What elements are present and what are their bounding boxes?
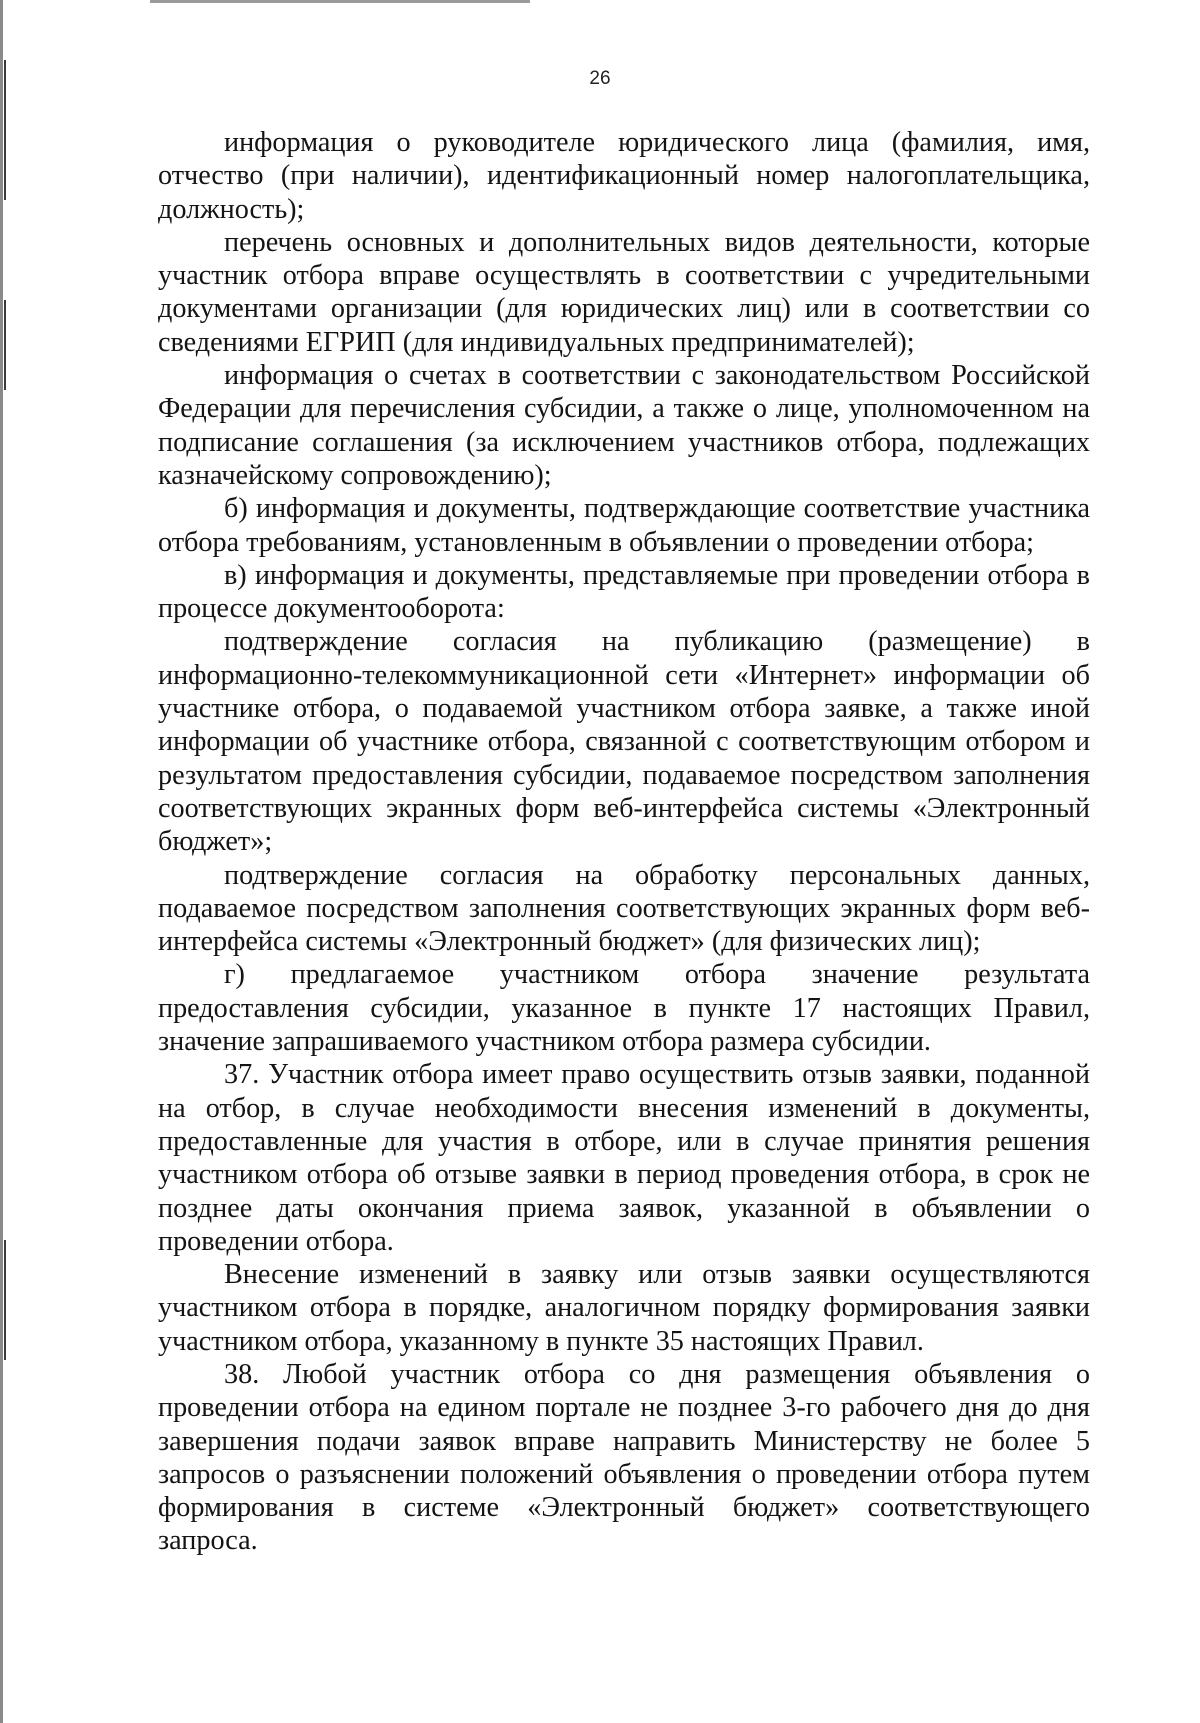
paragraph-head-info: информация о руководителе юридического лица (фамилия, имя, отчество (при наличии), идентификационный номер налогоплательщика, должность); xyxy=(158,127,1090,225)
scan-edge xyxy=(0,0,3,1723)
paragraph-amendments: Внесение изменений в заявку или отзыв заявки осуществляются участником отбора в порядке, аналогичном порядку формирования заявки участником отбора, указанному в пункте 35 настоящих Правил. xyxy=(158,1259,1090,1357)
document-body xyxy=(158,126,1090,1558)
scan-mark xyxy=(150,0,530,3)
paragraph-item-b: б) информация и документы, подтверждающие соответствие участника отбора требованиям, установленным в объявлении о проведении отбора; xyxy=(158,493,1090,558)
paragraph-item-g: г) предлагаемое участником отбора значение результата предоставления субсидии, указанное в пункте 17 настоящих Правил, значение запрашиваемого участником отбора размера субсидии. xyxy=(158,959,1090,1058)
paragraph-item-v: в) информация и документы, представляемые при проведении отбора в процессе документооборота: xyxy=(158,559,1090,625)
paragraph-clause-38: 38. Любой участник отбора со дня размещения объявления о проведении отбора на едином портале не позднее 3-го рабочего дня до дня завершения подачи заявок вправе направить Министерству не более 5 запросов о разъяснении положений объявления о проведении отбора путем формирования в системе «Электронный бюджет» соответствующего запроса. xyxy=(158,1358,1090,1557)
page-number: 26 xyxy=(589,68,611,89)
paragraph-personal-data-consent: подтверждение согласия на обработку персональных данных, подаваемое посредством заполнения соответствующих экранных форм веб-интерфейса системы «Электронный бюджет» (для физических лиц); xyxy=(158,859,1090,958)
scan-mark xyxy=(4,300,6,390)
scan-mark xyxy=(4,1240,6,1360)
paragraph-publication-consent: подтверждение согласия на публикацию (размещение) в информационно-телекоммуникационной сети «Интернет» информации об участнике отбора, о подаваемой участником отбора заявке, а также иной информации об участнике отбора, связанной с соответствующим отбором и результатом предоставления субсидии, подаваемое посредством заполнения соответствующих экранных форм веб-интерфейса системы «Электронный бюджет»; xyxy=(158,626,1090,858)
paragraph-accounts: информация о счетах в соответствии с законодательством Российской Федерации для перечисления субсидии, а также о лице, уполномоченном на подписание соглашения (за исключением участников отбора, подлежащих казначейскому сопровождению); xyxy=(158,360,1090,491)
paragraph-activities: перечень основных и дополнительных видов деятельности, которые участник отбора вправе осуществлять в соответствии с учредительными документами организации (для юридических лиц) или в соответствии со сведениями ЕГРИП (для индивидуальных предпринимателей); xyxy=(158,226,1090,358)
paragraph-clause-37: 37. Участник отбора имеет право осуществить отзыв заявки, поданной на отбор, в случае необходимости внесения изменений в документы, предоставленные для участия в отборе, или в случае принятия решения участником отбора об отзыве заявки в период проведения отбора, в срок не позднее даты окончания приема заявок, указанной в объявлении о проведении отбора. xyxy=(158,1059,1090,1257)
